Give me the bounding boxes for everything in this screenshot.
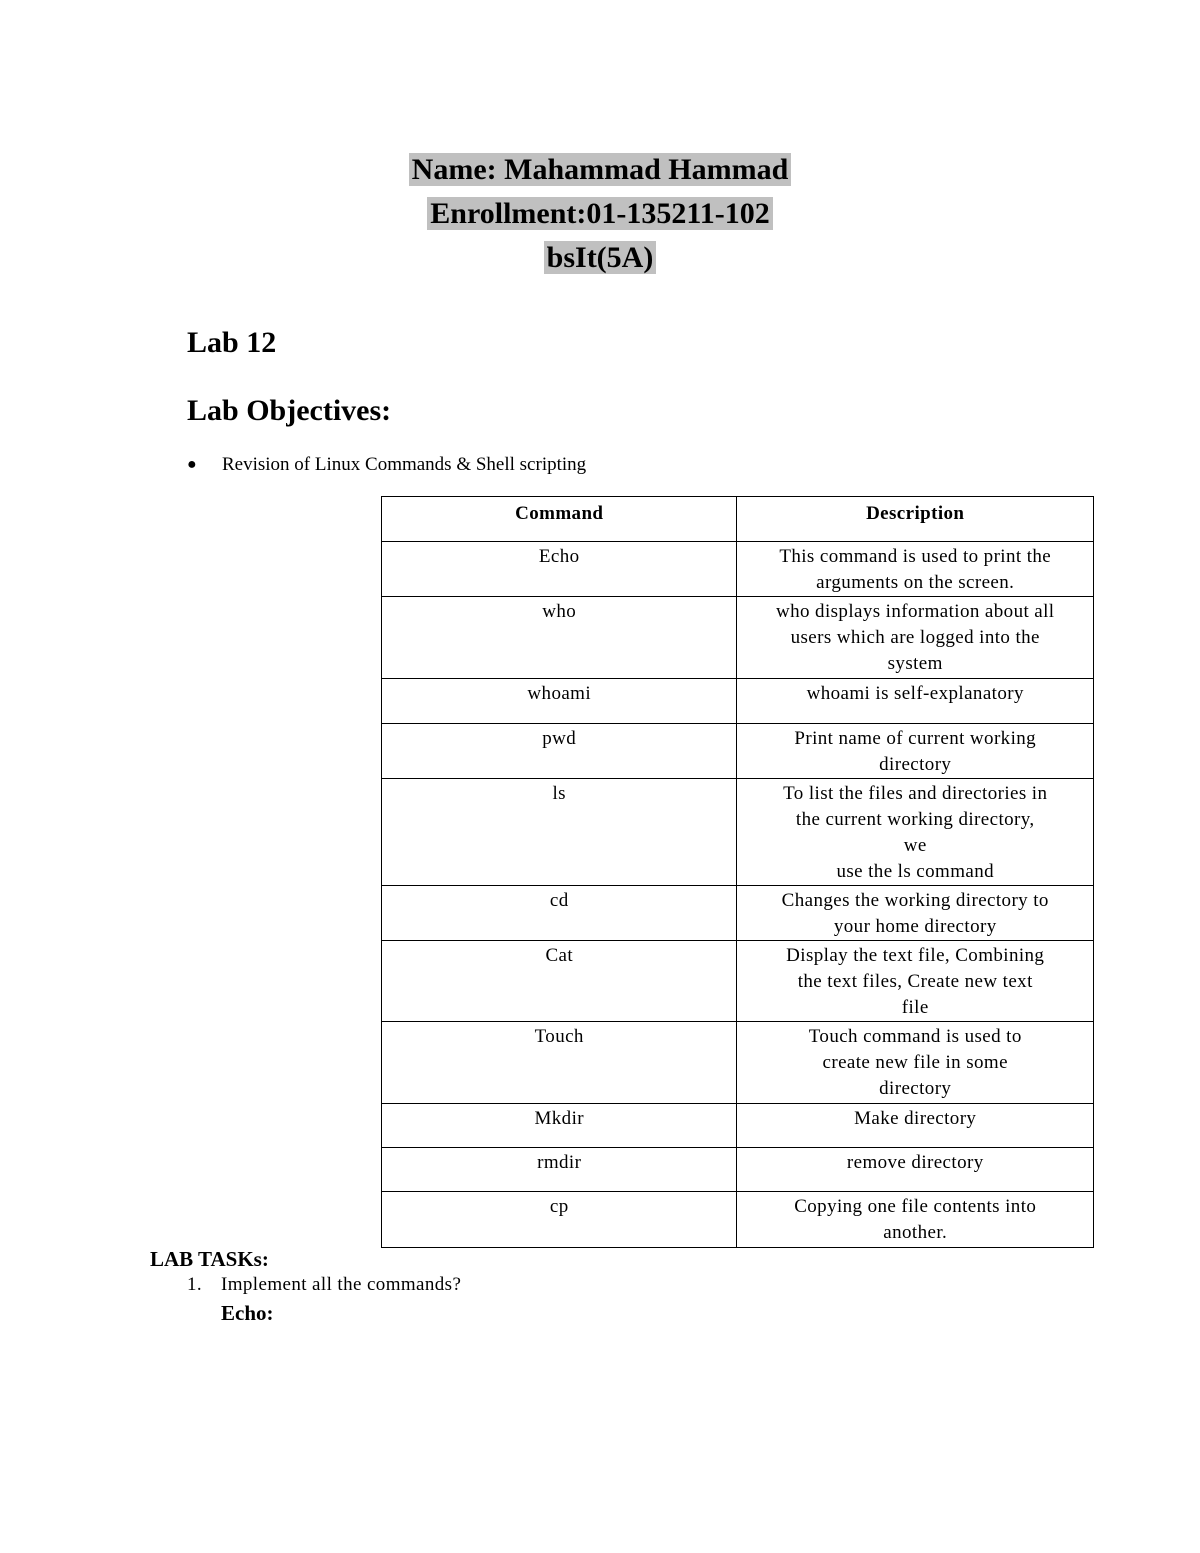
description-cell: This command is used to print the arguments on the screen. <box>737 542 1094 597</box>
command-cell: Mkdir <box>382 1104 737 1148</box>
description-cell: Copying one file contents into another. <box>737 1192 1094 1248</box>
table-row <box>382 1104 1094 1148</box>
bullet-icon: ● <box>187 456 197 473</box>
command-cell: ls <box>382 779 737 886</box>
command-cell: pwd <box>382 724 737 779</box>
table-row <box>382 1192 1094 1248</box>
description-cell: who displays information about all users which are logged into the system <box>737 597 1094 679</box>
column-header-command: Command <box>382 497 737 542</box>
column-header-description: Description <box>737 497 1094 542</box>
table-row <box>382 941 1094 1022</box>
command-cell: Cat <box>382 941 737 1022</box>
echo-subheading: Echo: <box>221 1301 274 1325</box>
table-row <box>382 886 1094 941</box>
lab-tasks-heading: LAB TASKs: <box>150 1247 269 1271</box>
document-header <box>0 148 1200 280</box>
command-cell: who <box>382 597 737 679</box>
command-table <box>381 496 1094 1248</box>
table-row <box>382 1148 1094 1192</box>
command-cell: whoami <box>382 679 737 724</box>
lab-number-heading: Lab 12 <box>187 326 277 359</box>
command-cell: rmdir <box>382 1148 737 1192</box>
objectives-list <box>187 452 586 478</box>
command-cell: Echo <box>382 542 737 597</box>
description-cell: Touch command is used to create new file in some directory <box>737 1022 1094 1104</box>
description-cell: Display the text file, Combining the text files, Create new text file <box>737 941 1094 1022</box>
table-row <box>382 1022 1094 1104</box>
table-row <box>382 542 1094 597</box>
command-cell: Touch <box>382 1022 737 1104</box>
command-cell: cd <box>382 886 737 941</box>
enrollment-number: Enrollment:01-135211-102 <box>427 197 772 230</box>
description-cell: To list the files and directories in the current working directory, we use the ls command <box>737 779 1094 886</box>
command-cell: cp <box>382 1192 737 1248</box>
table-row <box>382 779 1094 886</box>
student-name: Name: Mahammad Hammad <box>409 153 792 186</box>
tasks-list <box>187 1272 461 1298</box>
objective-item <box>187 452 586 478</box>
table-row <box>382 679 1094 724</box>
objective-text: Revision of Linux Commands & Shell scripting <box>222 454 587 475</box>
objectives-heading: Lab Objectives: <box>187 394 392 427</box>
table-header-row <box>382 497 1094 542</box>
program-section: bsIt(5A) <box>544 241 657 274</box>
description-cell: Make directory <box>737 1104 1094 1148</box>
description-cell: remove directory <box>737 1148 1094 1192</box>
task-item <box>187 1272 461 1298</box>
task-number: 1. <box>187 1274 203 1295</box>
description-cell: whoami is self-explanatory <box>737 679 1094 724</box>
description-cell: Print name of current working directory <box>737 724 1094 779</box>
description-cell: Changes the working directory to your home directory <box>737 886 1094 941</box>
table-row <box>382 597 1094 679</box>
task-text: Implement all the commands? <box>221 1274 462 1295</box>
table-row <box>382 724 1094 779</box>
